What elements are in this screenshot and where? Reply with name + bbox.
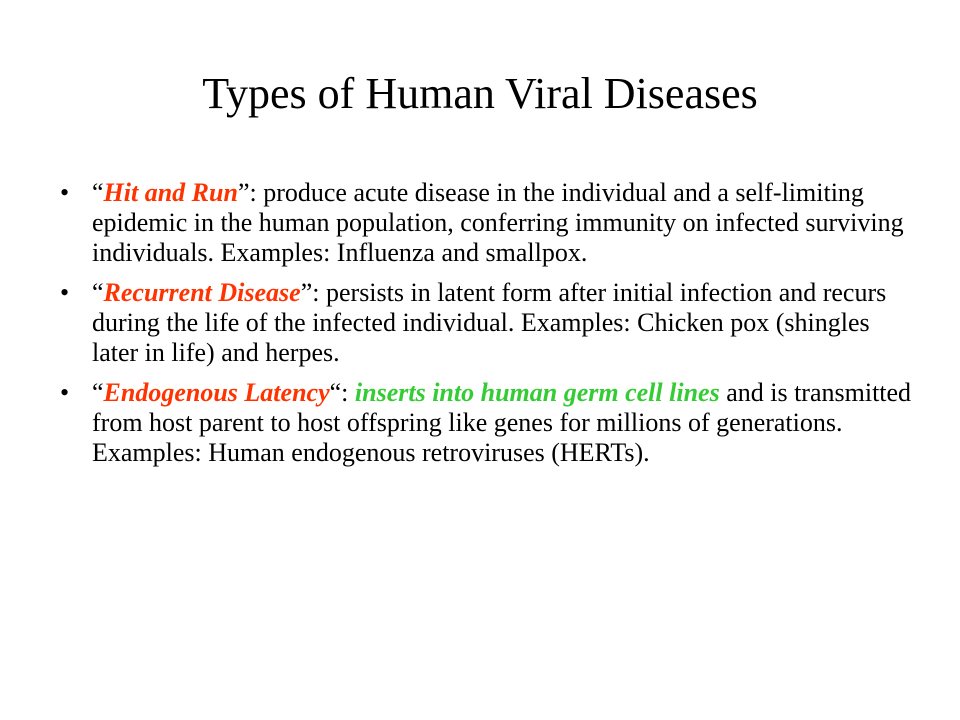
bullet-text: : persists in latent form after initial infection and recurs during the life of the infected individual. Examples: Chicken pox (shingles later in life) and herpes. [92, 278, 887, 367]
open-quote: “ [92, 378, 104, 407]
separator: : [341, 378, 355, 407]
bullet-icon: • [60, 378, 70, 407]
open-quote: “ [92, 278, 104, 307]
bullet-text: and is transmitted from host parent to host offspring like genes for millions of generations. Examples: Human endogenous retroviruses (HERTs). [92, 378, 912, 467]
bullet-icon: • [60, 178, 70, 207]
open-quote: “ [92, 178, 104, 207]
close-quote: ” [300, 278, 313, 307]
slide-title: Types of Human Viral Diseases [202, 69, 758, 118]
bullet-text: : produce acute disease in the individual and a self-limiting epidemic in the human population, conferring immunity on infected surviving individuals. Examples: Influenza and smallpox. [92, 178, 904, 267]
highlight-germ-cell-lines: inserts into human germ cell lines [354, 378, 720, 407]
bullet-endogenous-latency [60, 378, 920, 468]
bullet-recurrent-disease [60, 278, 920, 368]
bullet-hit-and-run [60, 178, 920, 268]
bullet-icon: • [60, 278, 70, 307]
close-quote: “ [329, 378, 342, 407]
bullet-list [60, 178, 920, 478]
term-recurrent-disease: Recurrent Disease [103, 278, 301, 307]
term-hit-and-run: Hit and Run [103, 178, 238, 207]
close-quote: ” [237, 178, 250, 207]
term-endogenous-latency: Endogenous Latency [103, 378, 330, 407]
